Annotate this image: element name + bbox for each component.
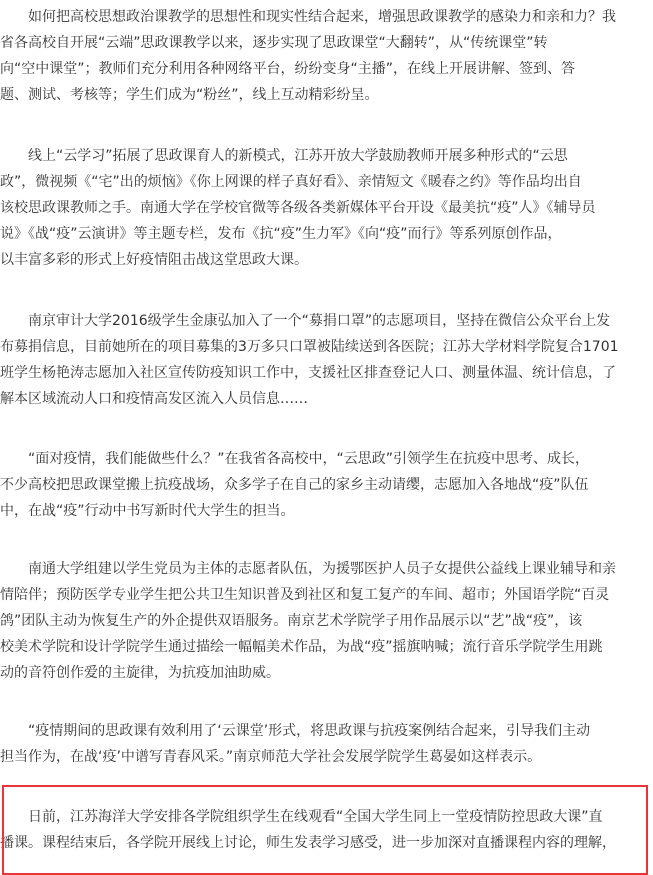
text-line: 南通大学组建以学生党员为主体的志愿者队伍，为援鄂医护人员子女提供公益线上课业辅导和亲 [0,561,616,577]
text-line: 动的音符创作爱的主旋律，为抗疫加油助威。 [0,665,280,681]
paragraph-cloud-learning [0,143,653,273]
text-line: 政”，微视频《“宅”出的烦恼》《你上网课的样子真好看》、亲情短文《暖春之约》等作品均出自 [0,174,582,190]
paragraph-online-teaching [0,4,653,108]
text-line: 省各高校自开展“云端”思政课教学以来，逐步实现了思政课堂“大翻转”，从“传统课堂”转 [0,35,548,51]
text-line: 情陪伴；预防医学专业学生把公共卫生知识普及到社区和复工复产的车间、超市；外国语学院“百灵 [0,587,610,603]
text-line: “面对疫情，我们能做些什么？”在我省各高校中，“云思政”引领学生在抗疫中思考、成长， [0,451,590,467]
text-line: 该校思政课教师之手。南通大学在学校官微等各级各类新媒体平台开设《最美抗“疫”人》《辅导员 [0,200,596,216]
text-line: 向“空中课堂”；教师们充分利用各种网络平台，纷纷变身“主播”，在线上开展讲解、签到、答 [0,61,576,77]
text-line: 担当作为，在战‘疫’中谱写青春风采。”南京师范大学社会发展学院学生葛晏如这样表示。 [0,749,542,765]
paragraph-jiangsu-ocean-university [0,804,653,856]
text-line: 日前，江苏海洋大学安排各学院组织学生在线观看“全国大学生同上一堂疫情防控思政大课”直 [0,809,603,825]
text-line: 如何把高校思想政治课教学的思想性和现实性结合起来，增强思政课教学的感染力和亲和力？我 [0,9,616,25]
text-line: 鸽”团队主动为恢复生产的外企提供双语服务。南京艺术学院学子用作品展示以“艺”战“疫”，该 [0,613,583,629]
paragraph-facing-epidemic [0,446,653,524]
paragraph-nantong-volunteers [0,556,653,686]
text-line: 播课。课程结束后，各学院开展线上讨论，师生发表学习感受，进一步加深对直播课程内容的理解， [0,835,616,851]
text-line: 布募捐信息，目前她所在的项目募集的3万多只口罩被陆续送到各医院；江苏大学材料学院复合1701 [0,339,619,355]
text-line: 线上“云学习”拓展了思政课育人的新模式，江苏开放大学鼓励教师开展多种形式的“云思 [0,148,568,164]
text-line: 以丰富多彩的形式上好疫情阻击战这堂思政大课。 [0,252,308,268]
paragraph-student-quote [0,718,653,770]
text-line: 说》《战“疫”云演讲》等主题专栏，发布《抗“疫”生力军》《向“疫”而行》等系列原创作品， [0,226,562,242]
text-line: 不少高校把思政课堂搬上抗疫战场，众多学子在自己的家乡主动请缨，志愿加入各地战“疫”队伍 [0,477,589,493]
text-line: 校美术学院和设计学院学生通过描绘一幅幅美术作品，为战“疫”摇旗呐喊；流行音乐学院学生用跳 [0,639,603,655]
text-line: 南京审计大学2016级学生金康弘加入了一个“募捐口罩”的志愿项目，坚持在微信公众平台上发 [0,313,611,329]
text-line: 班学生杨艳涛志愿加入社区宣传防疫知识工作中，支援社区排查登记人口、测量体温、统计信息，了 [0,365,616,381]
text-line: 解本区域流动人口和疫情高发区流入人员信息…… [0,391,308,407]
text-line: 中，在战“疫”行动中书写新时代大学生的担当。 [0,503,295,519]
text-line: 题、测试、考核等；学生们成为“粉丝”，线上互动精彩纷呈。 [0,87,379,103]
text-line: “疫情期间的思政课有效利用了‘云课堂’形式，将思政课与抗疫案例结合起来，引导我们主动 [0,723,591,739]
paragraph-student-volunteers [0,308,653,412]
